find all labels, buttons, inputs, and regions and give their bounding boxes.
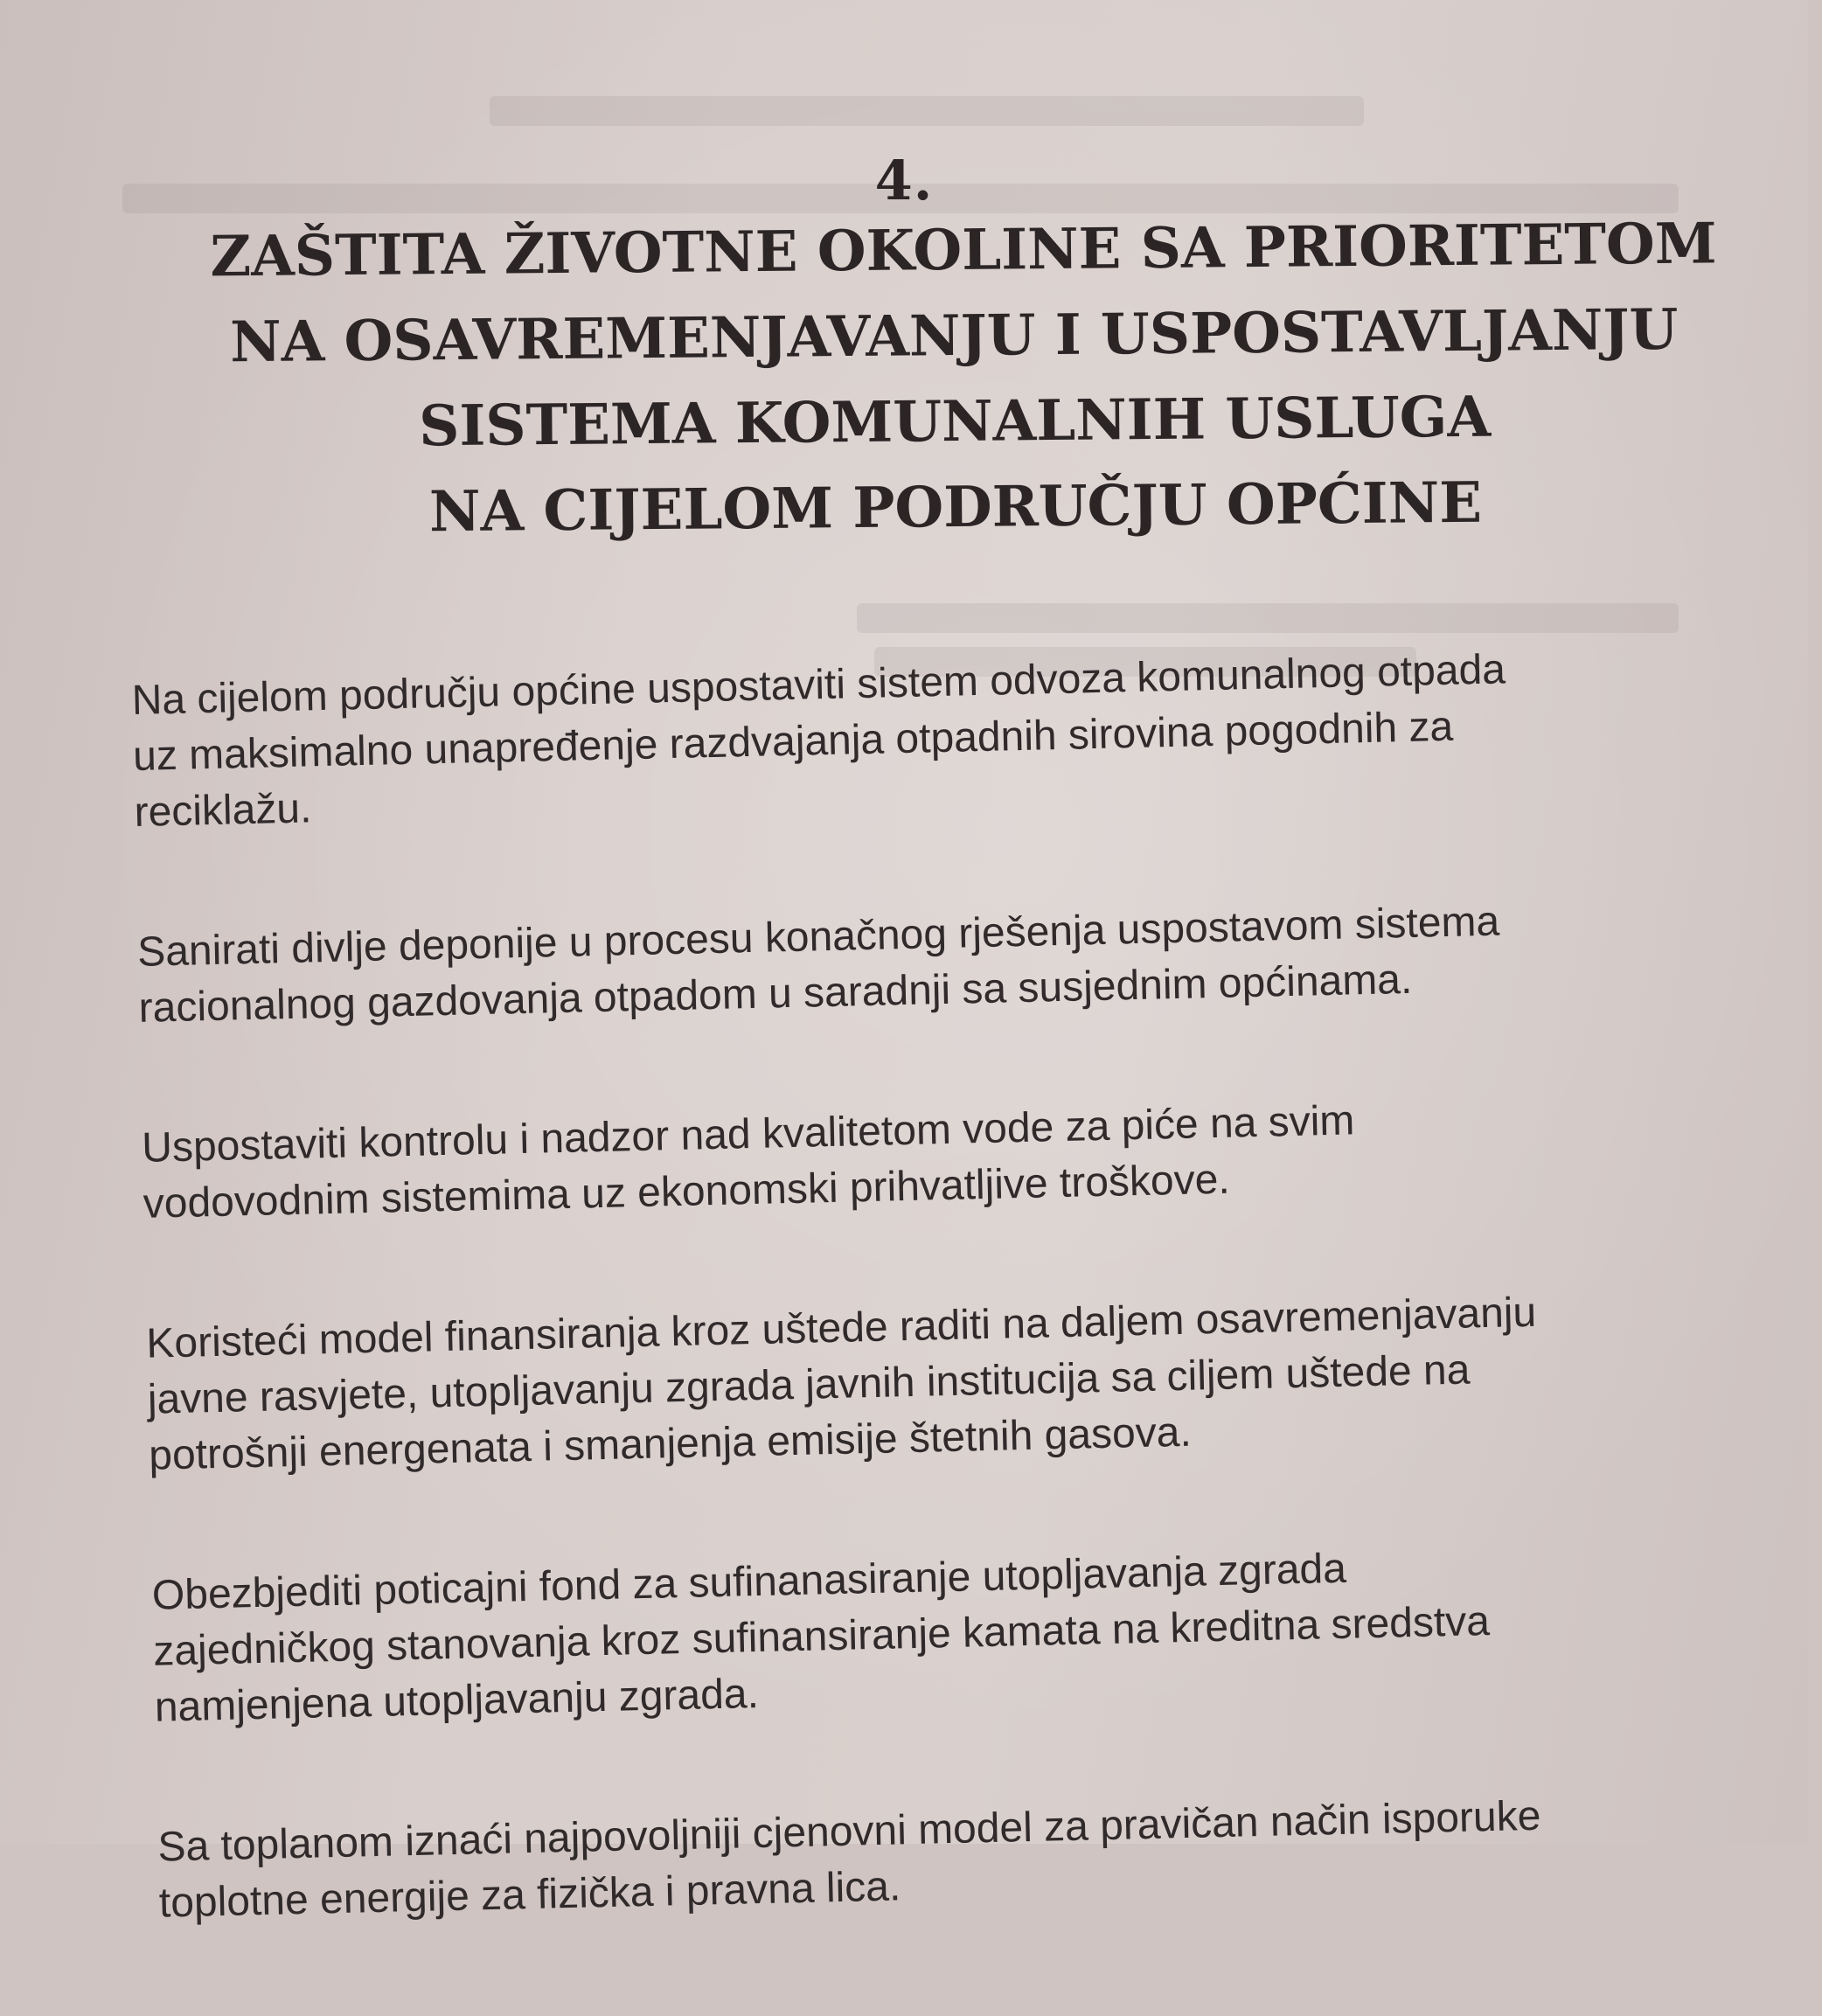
paragraph-landfills xyxy=(137,887,1800,1037)
text-line: Sanirati divlje deponije u procesu konačnog rješenja uspostavom sistema xyxy=(136,898,1500,976)
paragraph-energy-savings xyxy=(146,1279,1811,1484)
text-line: toplotne energije za fizička i pravna lica. xyxy=(158,1863,901,1927)
text-line: reciklažu. xyxy=(134,785,312,836)
text-line: Koristeći model finansiranja kroz uštede raditi na daljem osavremenjavanju xyxy=(145,1289,1537,1367)
text-line: racionalnog gazdovanja otpadom u saradnji sa susjednim općinama. xyxy=(138,956,1413,1032)
text-line: uz maksimalno unapređenje razdvajanja otpadnih sirovina pogodnih za xyxy=(132,703,1454,780)
title-line: NA CIJELOM PODRUČJU OPĆINE xyxy=(428,469,1483,546)
text-line: javne rasvjete, utopljavanju zgrada javnih institucija sa ciljem uštede na xyxy=(147,1346,1471,1423)
text-line: potrošnji energenata i smanjenja emisije štetnih gasova. xyxy=(148,1408,1193,1479)
title-line: ZAŠTITA ŽIVOTNE OKOLINE SA PRIORITETOM xyxy=(210,211,1717,290)
title-line: NA OSAVREMENJAVANJU I USPOSTAVLJANJU xyxy=(229,296,1679,376)
text-line: zajedničkog stanovanja kroz sufinansiranje kamata na kreditna sredstva xyxy=(152,1598,1491,1675)
text-line: Sa toplanom iznaći najpovoljniji cjenovni model za pravičan način isporuke xyxy=(156,1792,1541,1871)
section-title xyxy=(210,202,1717,558)
text-line: Obezbjediti poticajni fond za sufinanasiranje utopljavanja zgrada xyxy=(151,1545,1347,1619)
title-line: SISTEMA KOMUNALNIH USLUGA xyxy=(418,384,1492,460)
text-line: vodovodnim sistemima uz ekonomski prihvatljive troškove. xyxy=(143,1156,1231,1227)
paragraph-heating-plant xyxy=(157,1783,1820,1932)
text-line: Na cijelom području općine uspostaviti sistem odvoza komunalnog otpada xyxy=(131,646,1506,724)
paragraph-insulation-fund xyxy=(151,1531,1816,1736)
body-text xyxy=(131,636,1822,2016)
text-line: Uspostaviti kontrolu i nadzor nad kvalitetom vode za piće na svim xyxy=(141,1097,1355,1171)
paragraph-water-quality xyxy=(142,1083,1805,1233)
text-line: namjenjena utopljavanju zgrada. xyxy=(154,1671,760,1731)
section-number: 4. xyxy=(874,149,934,212)
